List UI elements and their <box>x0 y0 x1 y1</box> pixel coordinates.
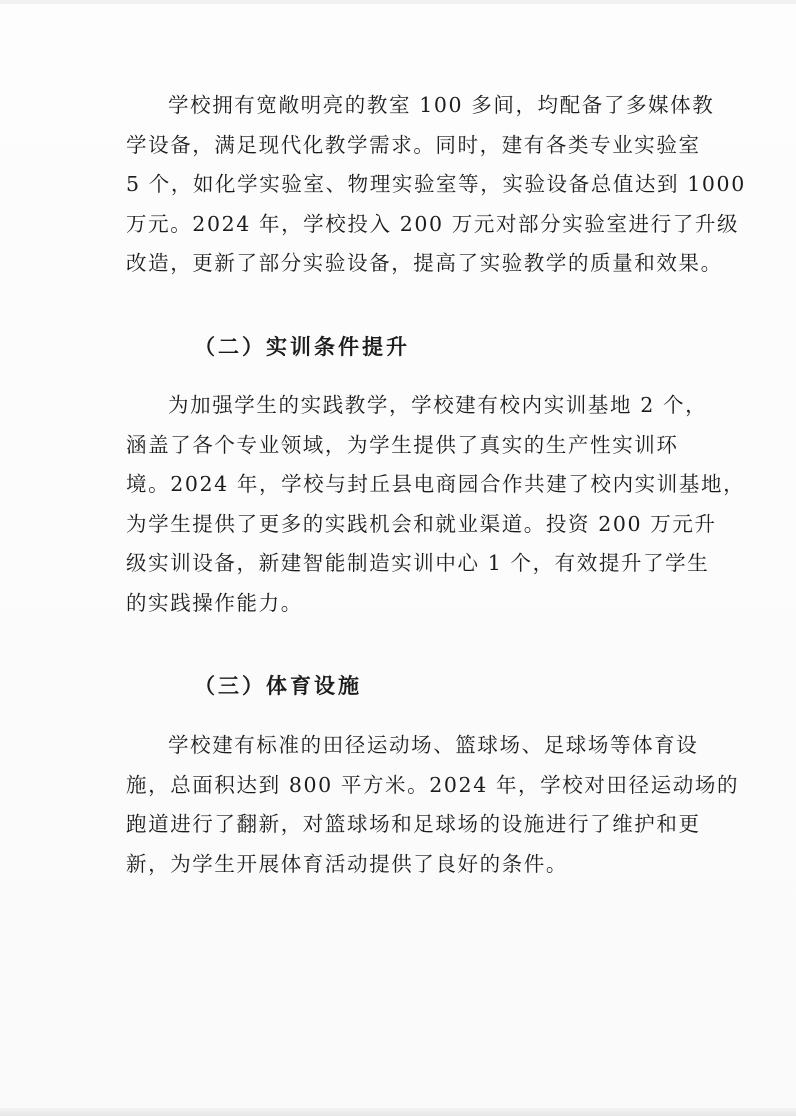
paragraph-training <box>126 386 745 623</box>
paragraph-line: 施，总面积达到 800 平方米。2024 年，学校对田径运动场的 <box>126 772 740 797</box>
paragraph-line: 跑道进行了翻新，对篮球场和足球场的设施进行了维护和更 <box>126 812 701 836</box>
paragraph-sports <box>126 726 739 884</box>
section-heading-sports: （三）体育设施 <box>194 674 362 698</box>
paragraph-line: 的实践操作能力。 <box>126 590 303 615</box>
scan-edge-bottom <box>0 1108 796 1116</box>
paragraph-classrooms <box>126 86 746 284</box>
paragraph-line: 5 个，如化学实验室、物理实验室等，实验设备总值达到 1000 <box>126 172 746 196</box>
scan-edge-top <box>0 0 796 4</box>
paragraph-line: 新，为学生开展体育活动提供了良好的条件。 <box>126 851 568 876</box>
paragraph-line: 级实训设备，新建智能制造实训中心 1 个，有效提升了学生 <box>126 551 710 575</box>
paragraph-line: 涵盖了各个专业领域，为学生提供了真实的生产性实训环 <box>126 432 679 457</box>
paragraph-line: 万元。2024 年，学校投入 200 万元对部分实验室进行了升级 <box>126 211 740 236</box>
paragraph-line: 学校拥有宽敞明亮的教室 100 多间，均配备了多媒体教 <box>168 93 715 117</box>
paragraph-line: 为学生提供了更多的实践机会和就业渠道。投资 200 万元升 <box>126 511 717 536</box>
paragraph-line: 境。2024 年，学校与封丘县电商园合作共建了校内实训基地， <box>126 472 746 496</box>
paragraph-line: 学校建有标准的田径运动场、篮球场、足球场等体育设 <box>168 733 699 757</box>
paragraph-line: 改造，更新了部分实验设备，提高了实验教学的质量和效果。 <box>126 251 723 275</box>
paragraph-line: 学设备，满足现代化教学需求。同时，建有各类专业实验室 <box>126 132 701 157</box>
paragraph-line: 为加强学生的实践教学，学校建有校内实训基地 2 个， <box>168 393 708 417</box>
section-heading-training: （二）实训条件提升 <box>194 335 410 359</box>
